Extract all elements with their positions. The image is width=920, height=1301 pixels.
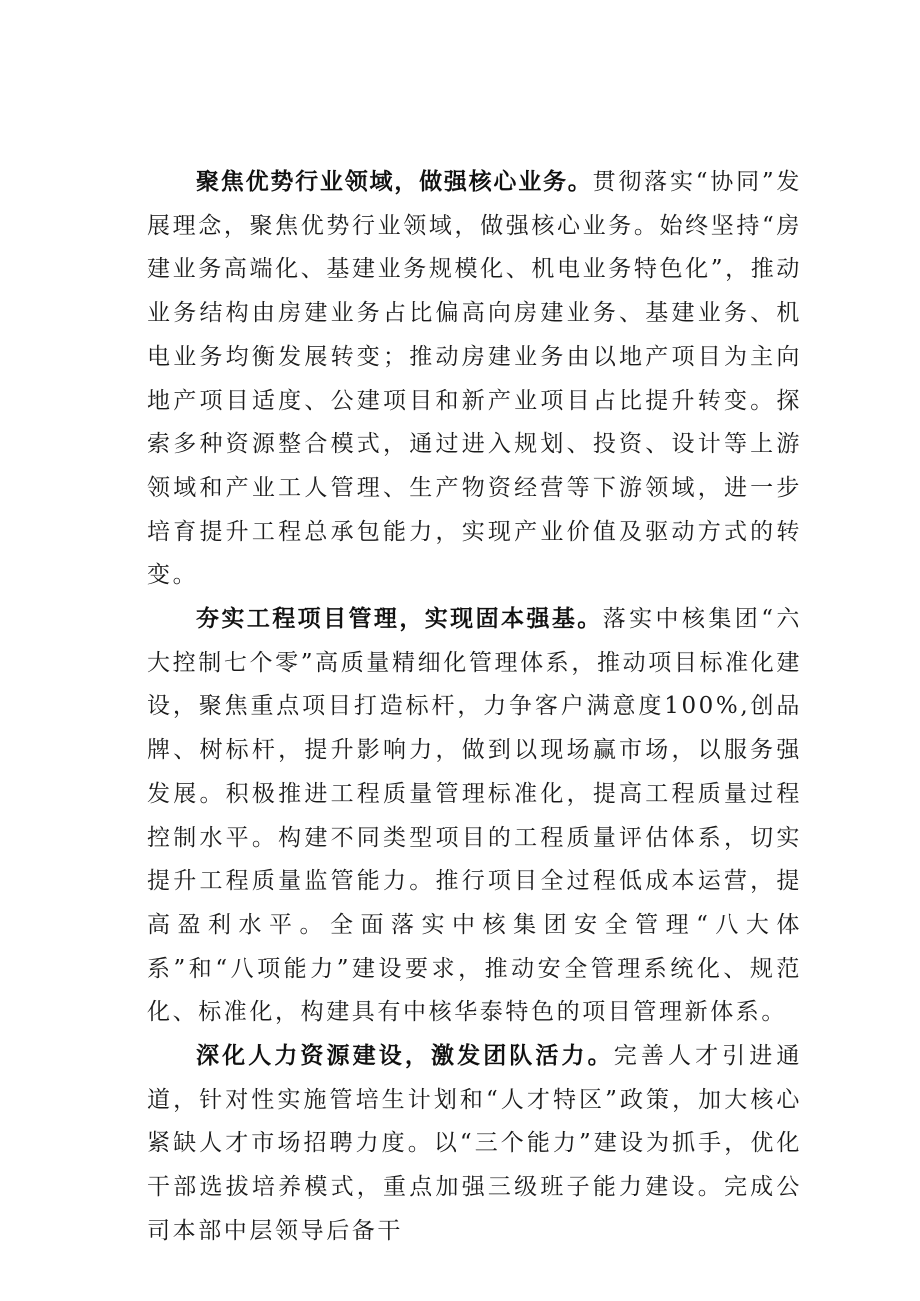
paragraph-project-management: [147, 598, 802, 1035]
paragraph-body: 完善人才引进通道，针对性实施管培生计划和“人才特区”政策，加大核心紧缺人才市场招聘力度。以“三个能力”建设为抓手，优化干部选拔培养模式，重点加强三级班子能力建设。完成公司本部中层领导后备干: [147, 1043, 803, 1244]
paragraph-heading: 深化人力资源建设，激发团队活力。: [196, 1043, 614, 1070]
paragraph-heading: 夯实工程项目管理，实现固本强基。: [196, 606, 603, 633]
paragraph-business-focus: [147, 161, 802, 598]
paragraph-heading: 聚焦优势行业领域，做强核心业务。: [196, 169, 593, 195]
paragraph-human-resources: [147, 1035, 802, 1254]
paragraph-body: 贯彻落实“协同”发展理念，聚焦优势行业领域，做强核心业务。始终坚持“房建业务高端化、基建业务规模化、机电业务特色化”，推动业务结构由房建业务占比偏高向房建业务、基建业务、机电业务均衡发展转变；推动房建业务由以地产项目为主向地产项目适度、公建项目和新产业项目占比提升转变。探索多种资源整合模式，通过进入规划、投资、设计等上游领域和产业工人管理、生产物资经营等下游领域，进一步培育提升工程总承包能力，实现产业价值及驱动方式的转变。: [147, 169, 803, 589]
paragraph-body: 落实中核集团“六大控制七个零”高质量精细化管理体系，推动项目标准化建设，聚焦重点项目打造标杆，力争客户满意度100%,创品牌、树标杆，提升影响力，做到以现场赢市场，以服务强发展。积极推进工程质量管理标准化，提高工程质量过程控制水平。构建不同类型项目的工程质量评估体系，切实提升工程质量监管能力。推行项目全过程低成本运营，提高盈利水平。全面落实中核集团安全管理“八大体系”和“八项能力”建设要求，推动安全管理系统化、规范化、标准化，构建具有中核华泰特色的项目管理新体系。: [147, 606, 802, 1026]
body-text: [147, 161, 802, 1254]
